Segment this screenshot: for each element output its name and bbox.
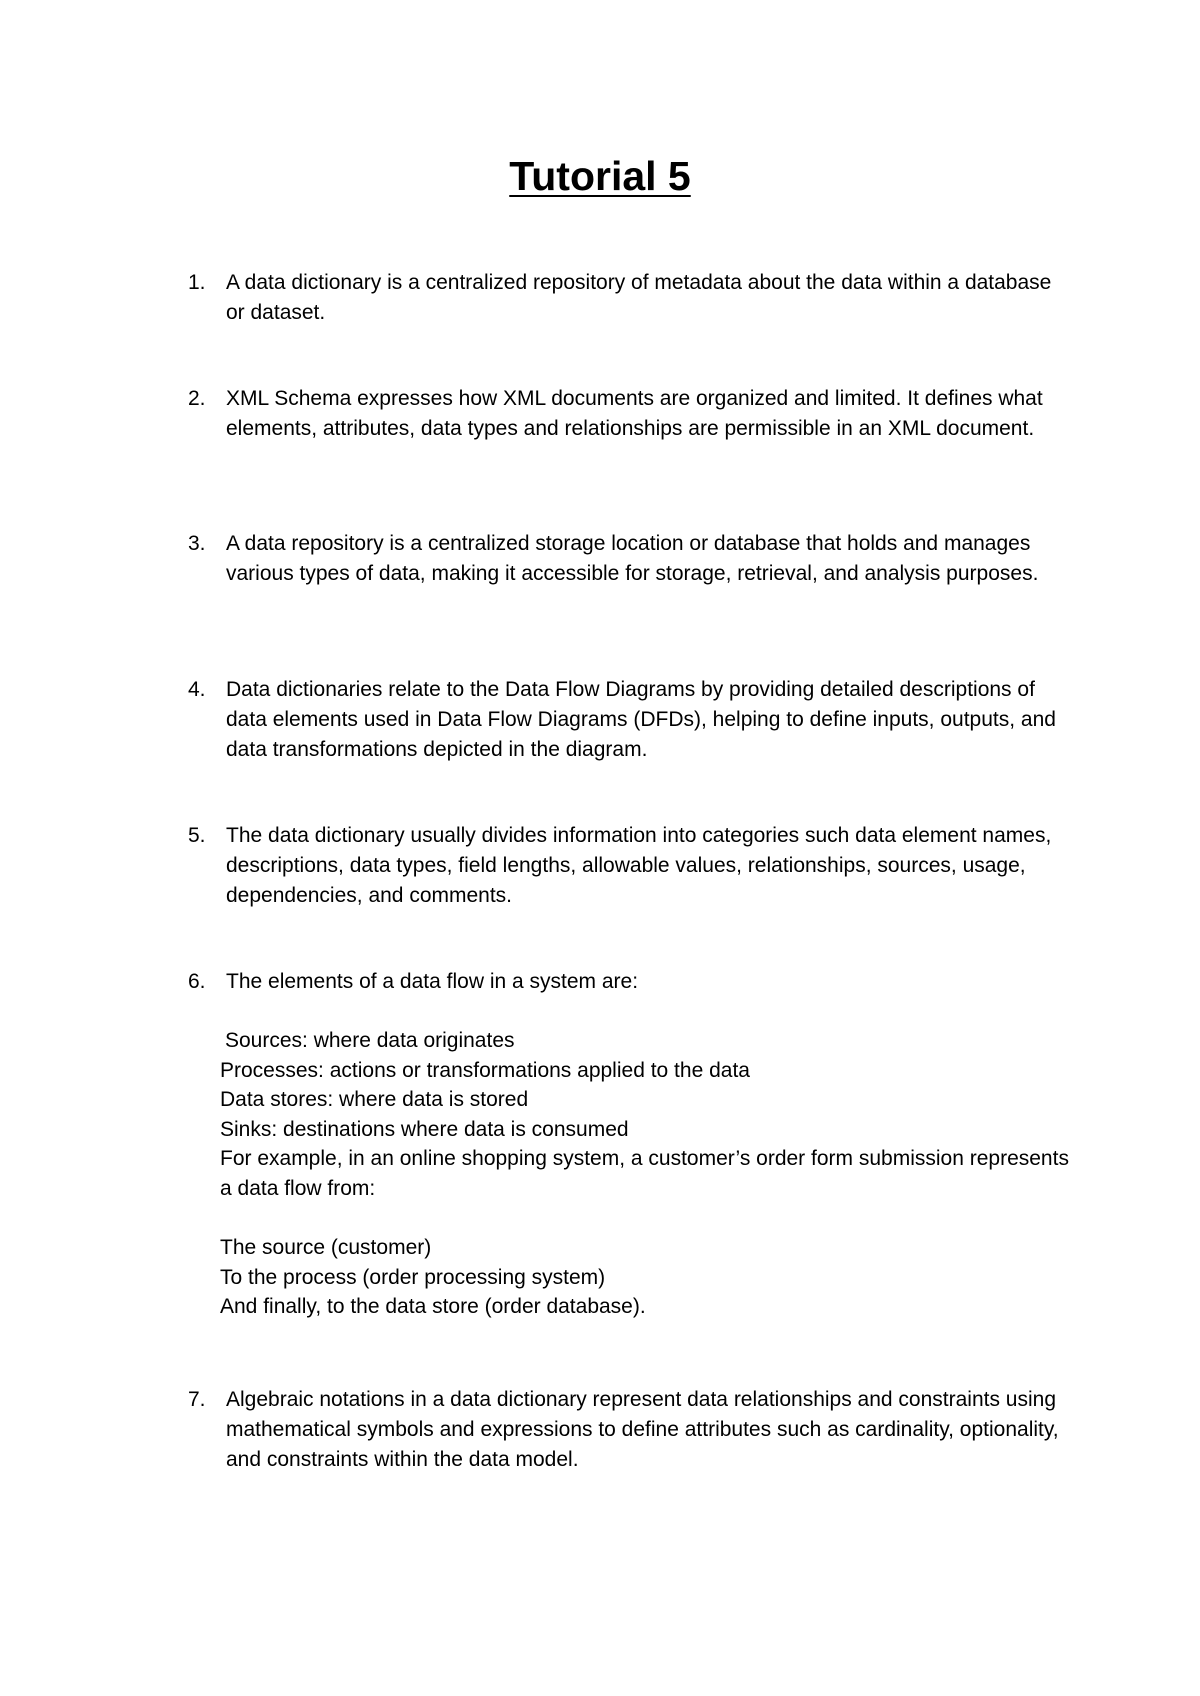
list-item-text: Data dictionaries relate to the Data Flow Diagrams by providing detailed descriptions of data elements used in Data Flow Diagrams (DFDs), helping to define inputs, outputs, and data transformations depicted in the diagram. [226,678,1056,761]
list-item-text: XML Schema expresses how XML documents are organized and limited. It defines what elements, attributes, data types and relationships are permissible in an XML document. [226,387,1043,440]
page-title-text: Tutorial 5 [509,153,691,199]
list-item-4 [188,675,1068,765]
list-item-number: 5. [188,824,206,847]
list-item-number: 3. [188,532,206,555]
list-item-number: 2. [188,387,206,410]
list-item-text: The data dictionary usually divides information into categories such data element names, descriptions, data types, field lengths, allowable values, relationships, sources, usage, dependencies, and comments. [226,824,1052,907]
list-item-number: 1. [188,271,206,294]
list-item-2 [188,384,1068,444]
example-intro: For example, in an online shopping system, a customer’s order form submission represents a data flow from: [220,1147,1069,1200]
flow-elements-list [220,1026,1080,1203]
list-item-number: 7. [188,1388,206,1411]
list-item-text: A data dictionary is a centralized repository of metadata about the data within a database or dataset. [226,271,1052,324]
list-item-5 [188,821,1068,911]
list-item-text: The elements of a data flow in a system are: [226,970,639,993]
example-step-data-store: And finally, to the data store (order database). [220,1295,646,1318]
list-item-7 [188,1385,1068,1475]
list-item-1 [188,268,1068,328]
flow-element-sinks: Sinks: destinations where data is consumed [220,1117,629,1141]
example-step-process: To the process (order processing system) [220,1265,606,1289]
list-item-text: A data repository is a centralized storage location or database that holds and manages various types of data, making it accessible for storage, retrieval, and analysis purposes. [226,532,1039,585]
list-item-3 [188,529,1068,589]
flow-element-data-stores: Data stores: where data is stored [220,1088,529,1111]
list-item-number: 4. [188,678,206,701]
flow-element-processes: Processes: actions or transformations applied to the data [220,1058,750,1082]
page-title [0,152,1200,200]
flow-element-sources: Sources: where data originates [225,1029,515,1052]
example-steps-list [220,1233,1080,1322]
list-item-number: 6. [188,970,206,993]
example-step-source: The source (customer) [220,1236,432,1259]
list-item-text: Algebraic notations in a data dictionary represent data relationships and constraints using mathematical symbols and expressions to define attributes such as cardinality, optionality, and constraints within the data model. [226,1388,1059,1471]
list-item-6 [188,967,1068,997]
